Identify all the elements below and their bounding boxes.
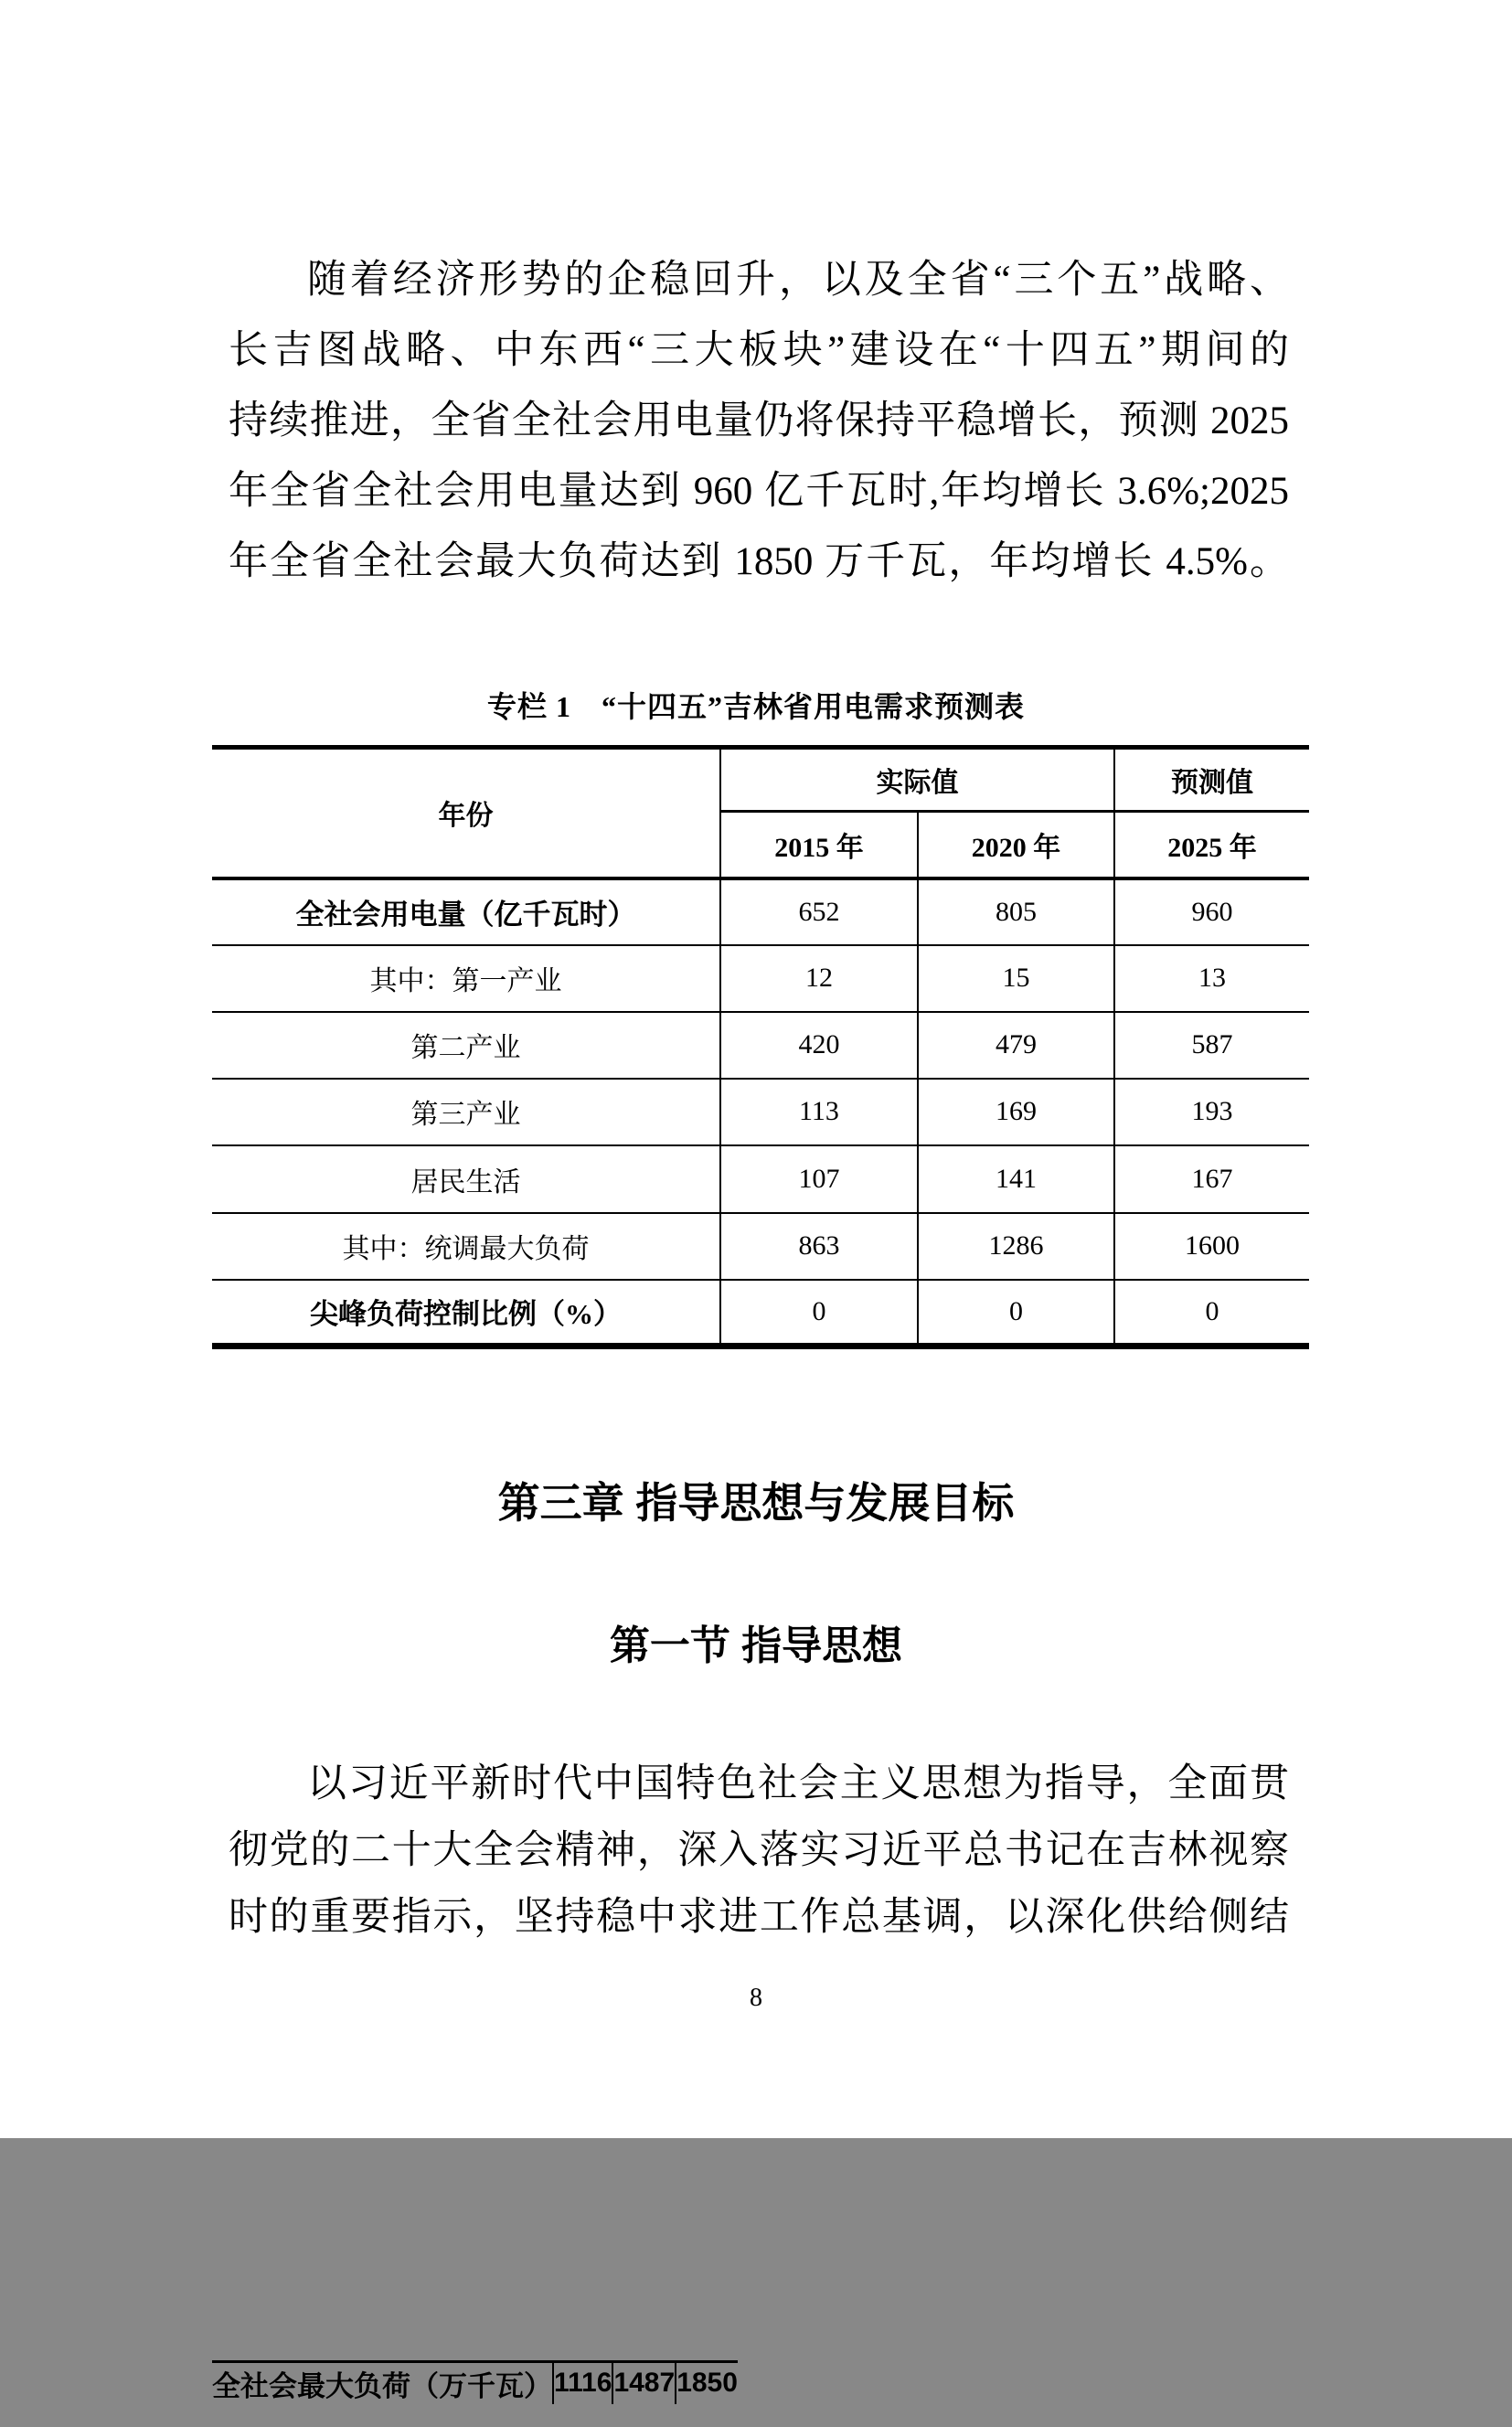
cell-value: 193 [1114,1079,1309,1145]
paragraph-line: 年全省全社会最大负荷达到 1850 万千瓦，年均增长 4.5%。 [229,540,1289,583]
cell-value: 12 [720,945,918,1012]
intro-paragraph [229,245,1289,597]
table-row [212,1145,1309,1212]
header-cell-2015: 2015 年 [720,812,918,878]
row-label: 其中：统调最大负荷 [212,1213,720,1280]
header-cell-actual: 实际值 [720,748,1114,812]
chapter-heading: 第三章 指导思想与发展目标 [497,1479,1015,1527]
cell-value: 169 [918,1079,1114,1145]
cell-value: 652 [720,878,918,945]
row-label: 第二产业 [212,1012,720,1079]
row-label: 第三产业 [212,1079,720,1145]
header-cell-2025: 2025 年 [1114,812,1309,878]
paragraph-line: 持续推进，全省全社会用电量仍将保持平稳增长，预测 2025 [229,399,1289,442]
section-heading: 第一节 指导思想 [609,1623,903,1668]
cell-value: 167 [1114,1145,1309,1212]
cell-value: 1487 [612,2361,676,2404]
body-paragraph [229,1751,1289,1951]
row-label: 居民生活 [212,1145,720,1212]
paragraph-line: 时的重要指示，坚持稳中求进工作总基调，以深化供给侧结 [229,1896,1289,1939]
paragraph-line: 年全省全社会用电量达到 960 亿千瓦时,年均增长 3.6%;2025 [229,470,1289,513]
cell-value: 1286 [918,1213,1114,1280]
header-cell-year: 年份 [438,801,494,832]
table-caption: 专栏 1 “十四五”吉林省用电需求预测表 [486,690,1025,723]
table-row [212,945,1309,1012]
cell-value: 13 [1114,945,1309,1012]
cell-value: 1116 [553,2361,612,2404]
paragraph-line: 随着经济形势的企稳回升，以及全省“三个五”战略、 [307,259,1289,302]
cell-value: 1850 [676,2361,738,2404]
cell-value: 1600 [1114,1213,1309,1280]
paragraph-line: 彻党的二十大全会精神，深入落实习近平总书记在吉林视察 [229,1829,1289,1872]
row-label: 全社会最大负荷（万千瓦） [212,2361,553,2404]
paragraph-line: 以习近平新时代中国特色社会主义思想为指导，全面贯 [307,1762,1289,1805]
table-row [212,1079,1309,1145]
row-label: 全社会用电量（亿千瓦时） [212,878,720,945]
table-row [212,2360,1309,2427]
table-row [212,878,1309,945]
table-header-row [212,748,1309,812]
header-cell-forecast: 预测值 [1114,748,1309,812]
header-cell-2020: 2020 年 [918,812,1114,878]
cell-value: 113 [720,1079,918,1145]
table-row [212,1213,1309,1280]
cell-value: 420 [720,1012,918,1079]
cell-value: 15 [918,945,1114,1012]
page-number: 8 [750,1984,762,2012]
table-row [212,1012,1309,1079]
cell-value: 107 [720,1145,918,1212]
cell-value: 805 [918,878,1114,945]
cell-value: 0 [918,1280,1114,1347]
row-label: 其中：第一产业 [212,945,720,1012]
cell-value: 587 [1114,1012,1309,1079]
table-row [212,1280,1309,1347]
cell-value: 141 [918,1145,1114,1212]
cell-value: 0 [720,1280,918,1347]
cell-value: 479 [918,1012,1114,1079]
paragraph-line: 长吉图战略、中东西“三大板块”建设在“十四五”期间的 [229,329,1289,372]
cell-value: 0 [1114,1280,1309,1347]
row-label: 尖峰负荷控制比例（%） [212,1280,720,1347]
cell-value: 863 [720,1213,918,1280]
cell-value: 960 [1114,878,1309,945]
